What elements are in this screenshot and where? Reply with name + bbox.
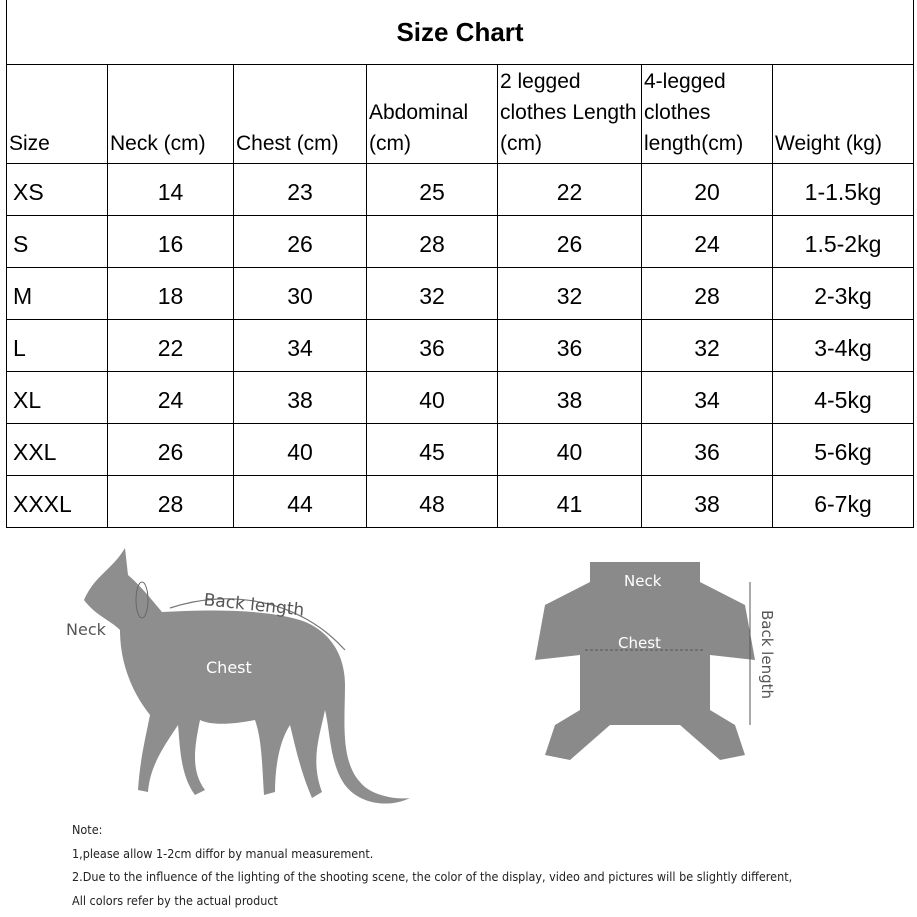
table-cell: 32 [642, 320, 773, 372]
column-header: 2 legged clothes Length (cm) [498, 65, 642, 164]
table-cell: 28 [367, 216, 498, 268]
table-row [7, 164, 914, 216]
table-cell: 32 [498, 268, 642, 320]
table-cell: S [7, 216, 108, 268]
table-cell: 32 [367, 268, 498, 320]
table-cell: 30 [234, 268, 367, 320]
table-cell: 36 [367, 320, 498, 372]
table-cell: M [7, 268, 108, 320]
table-cell: 40 [234, 424, 367, 476]
garment-chest-label: Chest [618, 634, 661, 652]
table-cell: 40 [498, 424, 642, 476]
table-cell: 45 [367, 424, 498, 476]
cat-back-label: Back length [202, 590, 306, 621]
table-title: Size Chart [7, 0, 914, 65]
garment-diagram [535, 562, 776, 760]
table-cell: 38 [642, 476, 773, 528]
table-cell: L [7, 320, 108, 372]
table-cell: 16 [108, 216, 234, 268]
table-cell: XXL [7, 424, 108, 476]
table-cell: XL [7, 372, 108, 424]
table-cell: 24 [642, 216, 773, 268]
table-cell: 2-3kg [773, 268, 914, 320]
column-header: 4-legged clothes length(cm) [642, 65, 773, 164]
column-header: Abdominal (cm) [367, 65, 498, 164]
table-cell: 38 [234, 372, 367, 424]
table-cell: 22 [108, 320, 234, 372]
table-cell: 34 [234, 320, 367, 372]
table-cell: 24 [108, 372, 234, 424]
table-cell: 1.5-2kg [773, 216, 914, 268]
note-line: All colors refer by the actual product [72, 892, 278, 908]
table-cell: 3-4kg [773, 320, 914, 372]
table-cell: 28 [642, 268, 773, 320]
table-cell: 18 [108, 268, 234, 320]
table-row [7, 268, 914, 320]
table-cell: 20 [642, 164, 773, 216]
note-heading: Note: [72, 822, 103, 837]
table-cell: 38 [498, 372, 642, 424]
notes [72, 818, 792, 912]
table-cell: 40 [367, 372, 498, 424]
size-chart-table [6, 0, 914, 528]
table-cell: 1-1.5kg [773, 164, 914, 216]
table-cell: 36 [498, 320, 642, 372]
column-header: Chest (cm) [234, 65, 367, 164]
table-cell: 23 [234, 164, 367, 216]
table-cell: 26 [498, 216, 642, 268]
table-cell: 14 [108, 164, 234, 216]
table-cell: XS [7, 164, 108, 216]
table-cell: 48 [367, 476, 498, 528]
table-row [7, 216, 914, 268]
table-cell: 44 [234, 476, 367, 528]
column-header: Size [7, 65, 108, 164]
cat-neck-label: Neck [66, 620, 106, 639]
measurement-diagrams [0, 520, 917, 810]
garment-neck-label: Neck [624, 572, 662, 590]
table-cell: 6-7kg [773, 476, 914, 528]
table-cell: 36 [642, 424, 773, 476]
table-row [7, 424, 914, 476]
table-cell: XXXL [7, 476, 108, 528]
cat-chest-label: Chest [206, 658, 252, 677]
table-cell: 28 [108, 476, 234, 528]
column-header: Neck (cm) [108, 65, 234, 164]
table-cell: 4-5kg [773, 372, 914, 424]
note-line: 2.Due to the influence of the lighting of the shooting scene, the color of the display, video and pictures will be slightly different, [72, 869, 793, 884]
table-cell: 5-6kg [773, 424, 914, 476]
garment-back-label: Back length [758, 610, 776, 699]
table-cell: 26 [234, 216, 367, 268]
table-cell: 41 [498, 476, 642, 528]
note-line: 1,please allow 1-2cm diffor by manual measurement. [72, 845, 374, 861]
table-cell: 22 [498, 164, 642, 216]
table-cell: 25 [367, 164, 498, 216]
table-cell: 26 [108, 424, 234, 476]
column-header: Weight (kg) [773, 65, 914, 164]
cat-diagram [66, 548, 410, 804]
table-row [7, 320, 914, 372]
table-cell: 34 [642, 372, 773, 424]
garment-silhouette [535, 562, 755, 760]
table-row [7, 372, 914, 424]
